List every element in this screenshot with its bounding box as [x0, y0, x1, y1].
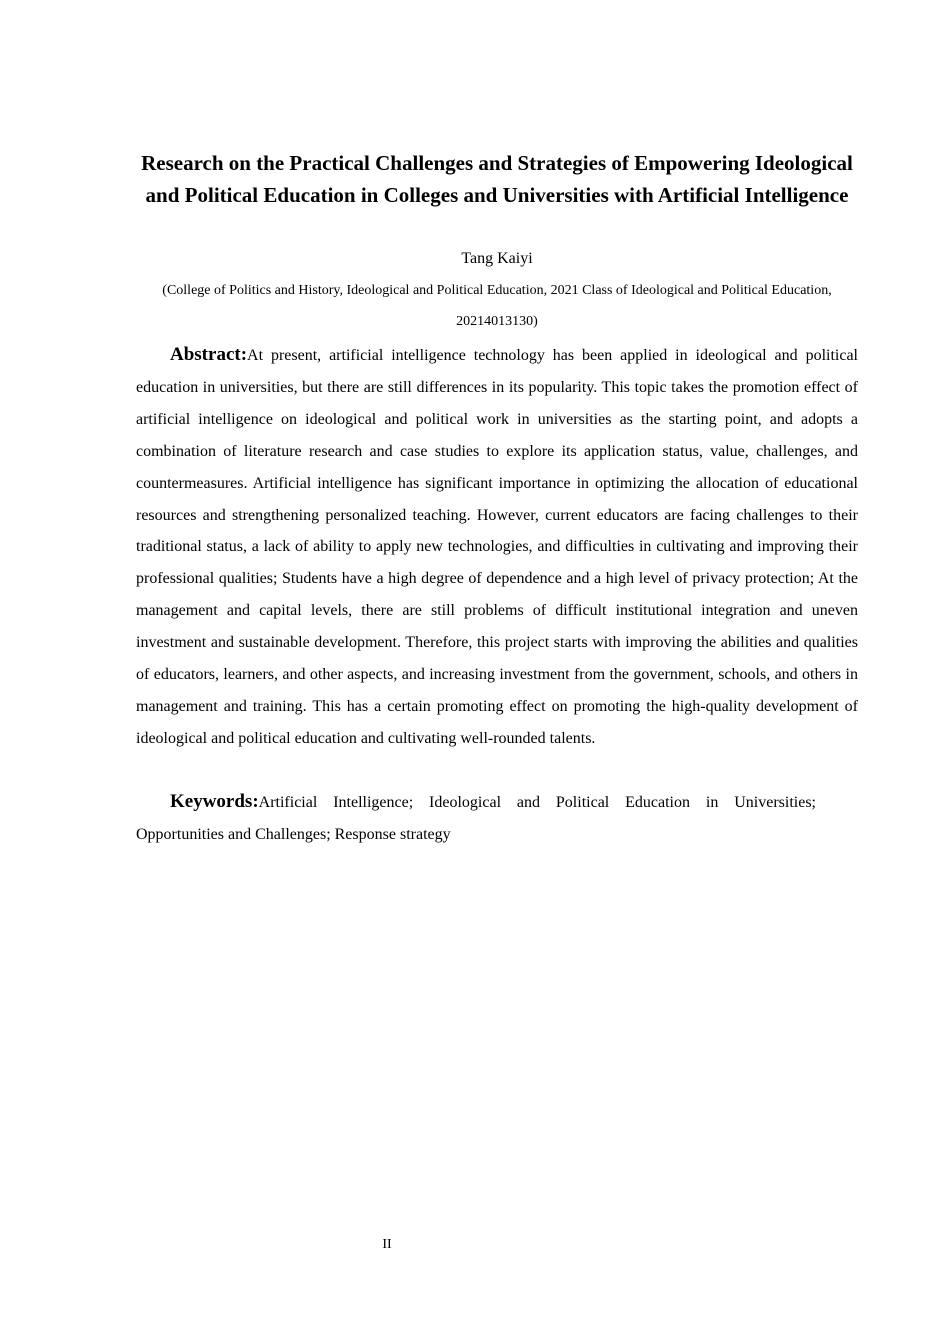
keywords-label: Keywords: — [170, 791, 259, 812]
page-number: II — [382, 1237, 392, 1252]
author-affiliation: (College of Politics and History, Ideological and Political Education, 2021 Class of Ideological and Political Education, 20214013130) — [162, 283, 832, 329]
paper-title: Research on the Practical Challenges and Strategies of Empowering Ideological and Political Education in Colleges and Universities with Artificial Intelligence — [141, 151, 853, 207]
abstract-paragraph — [136, 339, 858, 755]
keywords-text: Artificial Intelligence; Ideological and Political Education in Universities; Opportunities and Challenges; Response strategy — [136, 794, 816, 843]
abstract-text: At present, artificial intelligence technology has been applied in ideological and political education in universities, but there are still differences in its popularity. This topic takes the promotion effect of artificial intelligence on ideological and political work in universities as the starting point, and adopts a combination of literature research and case studies to explore its application status, value, challenges, and countermeasures. Artificial intelligence has significant importance in optimizing the allocation of educational resources and strengthening personalized teaching. However, current educators are facing challenges to their traditional status, a lack of ability to apply new technologies, and difficulties in cultivating and improving their professional qualities; Students have a high degree of dependence and a high level of privacy protection; At the management and capital levels, there are still problems of difficult institutional integration and uneven investment and sustainable development. Therefore, this project starts with improving the abilities and qualities of educators, learners, and other aspects, and increasing investment from the government, schools, and others in management and training. This has a certain promoting effect on promoting the high-quality development of ideological and political education and cultivating well-rounded talents. — [136, 347, 858, 747]
author-name: Tang Kaiyi — [461, 250, 533, 267]
abstract-label: Abstract: — [170, 344, 248, 365]
keywords-paragraph — [136, 786, 816, 851]
